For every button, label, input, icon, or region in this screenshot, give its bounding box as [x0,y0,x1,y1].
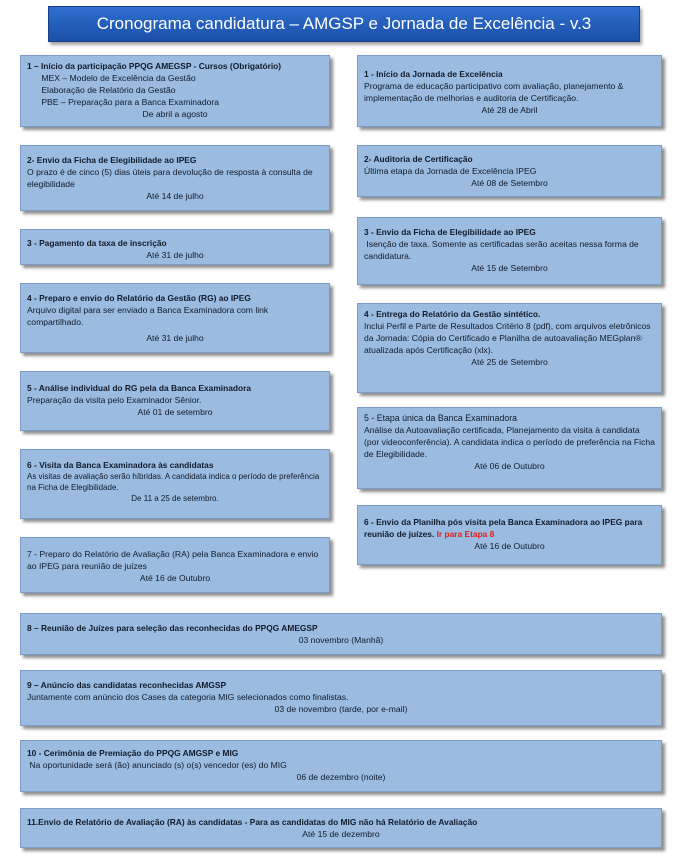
step-date: Até 15 de dezembro [302,829,380,839]
step-line: PBE – Preparação para a Banca Examinadora [27,97,220,107]
step-heading: 8 – Reunião de Juízes para seleção das reconhecidas do PPQG AMEGSP [27,623,318,633]
step-heading: 10 - Cerimônia de Premiação do PPQG AMGSP e MIG [27,748,239,758]
right-step-4 [357,303,662,393]
step-date: Até 15 de Setembro [471,263,548,273]
step-heading: 1 - Início da Jornada de Excelência [364,69,503,79]
left-step-7 [20,537,330,593]
step-line: Análise da Autoavaliação certificada, Planejamento da visita à candidata (por videoconferência). A candidata indica o período de preferência na Ficha de Elegibilidade. [364,425,655,459]
step-date: Até 01 de setembro [137,407,213,417]
left-step-5 [20,371,330,431]
left-step-2 [20,145,330,211]
step-heading-wrap [364,516,655,540]
bottom-step-10 [20,740,662,792]
step-line: Inclui Perfil e Parte de Resultados Critério 8 (pdf), com arquivos eletrônicos da Jornada: Cópia do Certificado e Planilha de autoavaliação MEGplan® atualizada após Certificação (xlx). [364,321,651,355]
step-heading: 4 - Preparo e envio do Relatório da Gestão (RG) ao IPEG [27,293,251,303]
step-heading: 11.Envio de Relatório de Avaliação (RA) às candidatas - Para as candidatas do MIG não há Relatório de Avaliação [27,817,478,827]
step-heading: 1 – Início da participação PPQG AMEGSP - Cursos (Obrigatório) [27,61,282,71]
step-heading: 6 - Visita da Banca Examinadora às candidatas [27,460,214,470]
step-date: Até 31 de julho [146,250,204,260]
step-date: Até 16 de Outubro [139,573,211,583]
step-line: MEX – Modelo de Excelência da Gestão [27,73,196,83]
step-date: 03 de novembro (tarde, por e-mail) [274,704,408,714]
step-date: De abril a agosto [142,109,208,119]
step-date: Até 08 de Setembro [471,178,548,188]
step-date: Até 25 de Setembro [471,357,548,367]
step-heading: 5 - Análise individual do RG pela da Banca Examinadora [27,383,252,393]
step-line: O prazo é de cinco (5) dias úteis para devolução de resposta à consulta de elegibilidade [27,167,313,189]
step-line: Última etapa da Jornada de Excelência IPEG [364,166,537,176]
step-heading: 2- Envio da Ficha de Elegibilidade ao IPEG [27,155,197,165]
right-step-1 [357,55,662,127]
left-step-4 [20,283,330,353]
step-heading: 3 - Pagamento da taxa de inscrição [27,238,167,248]
goto-step-8-note: Ir para Etapa 8 [434,529,495,539]
step-date: 03 novembro (Manhã) [298,635,384,645]
step-line: Isenção de taxa. Somente as certificadas serão aceitas nessa forma de candidatura. [364,239,642,261]
right-step-5 [357,407,662,489]
step-heading: 6 - Envio da Planilha pós visita pela Banca Examinadora ao IPEG para reunião de juízes. [364,517,643,539]
step-heading: 4 - Entrega do Relatório da Gestão sintético. [364,309,541,319]
left-step-6 [20,449,330,519]
step-heading: 2- Auditoria de Certificação [364,154,473,164]
step-heading: 7 - Preparo do Relatório de Avaliação (RA) pela Banca Examinadora e envio ao IPEG para reunião de juízes [27,549,319,571]
step-date: Até 16 de Outubro [474,541,545,551]
step-heading: 9 – Anúncio das candidatas reconhecidas AMGSP [27,680,227,690]
step-line: Preparação da visita pelo Examinador Sênior. [27,395,202,405]
step-date: 06 de dezembro (noite) [296,772,386,782]
step-line: As visitas de avaliação serão híbridas. A candidata indica o período de preferência na Ficha de Elegibilidade. [27,472,320,492]
step-line: Juntamente com anúncio dos Cases da categoria MIG selecionados como finalistas. [27,692,349,702]
bottom-step-9 [20,670,662,726]
left-step-3 [20,229,330,265]
right-step-3 [357,217,662,285]
step-date: Até 14 de julho [146,191,204,201]
bottom-step-8 [20,613,662,655]
step-date: Até 31 de julho [146,333,204,343]
step-date: Até 28 de Abril [481,105,538,115]
step-date: De 11 a 25 de setembro. [131,494,219,503]
page-title: Cronograma candidatura – AMGSP e Jornada de Excelência - v.3 [48,6,640,42]
bottom-step-11 [20,808,662,848]
step-heading: 5 - Etapa única da Banca Examinadora [364,413,518,423]
left-step-1 [20,55,330,127]
step-line: Na oportunidade será (ão) anunciado (s) o(s) vencedor (es) do MIG [27,760,287,770]
step-date: Até 06 de Outubro [474,461,545,471]
step-line: Programa de educação participativo com avaliação, planejamento & implementação de melhorias e auditoria de Certificação. [364,81,624,103]
step-line: Arquivo digital para ser enviado a Banca Examinadora com link compartilhado. [27,305,269,327]
step-line: Elaboração de Relatório da Gestão [27,85,176,95]
right-step-2 [357,145,662,197]
right-step-6 [357,505,662,565]
step-heading: 3 - Envio da Ficha de Elegibilidade ao IPEG [364,227,536,237]
